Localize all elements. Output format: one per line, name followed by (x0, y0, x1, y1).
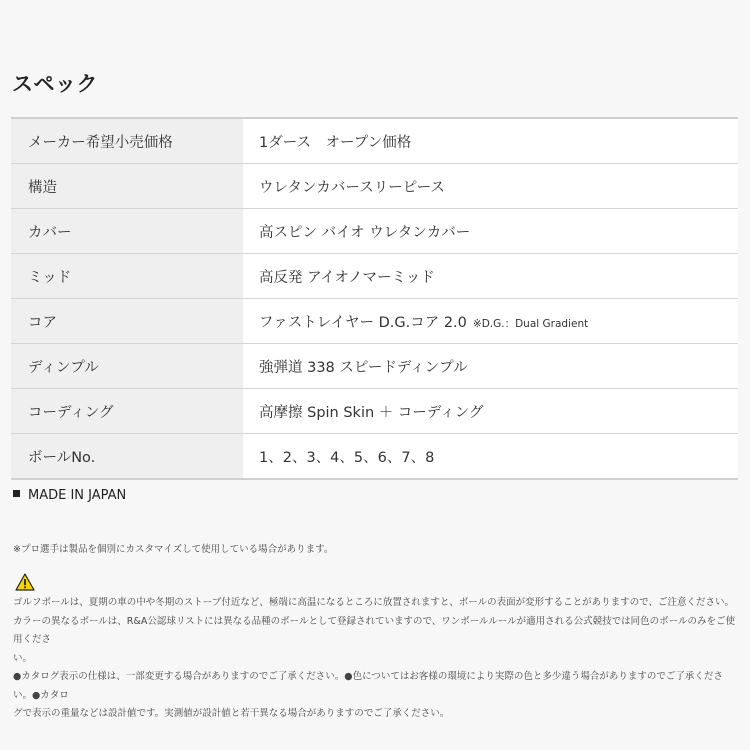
spec-row-core (11, 299, 738, 344)
spec-label: ミッド (11, 254, 243, 299)
caution-line: い。 (13, 652, 33, 664)
spec-label: メーカー希望小売価格 (11, 118, 243, 164)
spec-value (243, 254, 738, 299)
spec-row-ball-number (11, 434, 738, 480)
spec-label: 構造 (11, 164, 243, 209)
spec-row-price (11, 118, 738, 164)
caution-line: カラーの異なるボールは、R&A公認球リストには異なる品種のボールとして登録されていますので、ワンボールルールが適用される公式競技では同色のボールのみをご使用くださ (13, 615, 735, 645)
spec-value (243, 299, 738, 344)
spec-value-text: 1、2、3、4、5、6、7、8 (259, 449, 435, 466)
spec-label: コーディング (11, 389, 243, 434)
spec-value-text: 高反発 アイオノマーミッド (259, 269, 435, 286)
made-in-text: MADE IN JAPAN (28, 488, 127, 503)
spec-row-mid (11, 254, 738, 299)
spec-value-text: ファストレイヤー D.G.コア 2.0 (259, 314, 467, 331)
spec-row-coating (11, 389, 738, 434)
spec-row-dimple (11, 344, 738, 389)
spec-label: カバー (11, 209, 243, 254)
spec-value (243, 344, 738, 389)
spec-value (243, 209, 738, 254)
square-bullet-icon (13, 490, 20, 497)
spec-value (243, 434, 738, 480)
spec-value-text: 高摩擦 Spin Skin ＋ コーディング (259, 404, 484, 421)
caution-line: ゴルフボールは、夏期の車の中や冬期のストーブ付近など、極端に高温になるところに放置されますと、ボールの表面が変形することがありますので、ご注意ください。 (13, 597, 734, 608)
caution-notes (13, 594, 739, 724)
spec-value (243, 118, 738, 164)
spec-table (11, 117, 738, 480)
spec-value-note: ※D.G.：Dual Gradient (472, 317, 589, 330)
made-in-label (13, 488, 126, 503)
spec-value-text: 強弾道 338 スピードディンプル (259, 359, 468, 376)
pro-player-note: ※プロ選手は製品を個別にカスタマイズして使用している場合があります。 (13, 544, 334, 555)
spec-row-structure (11, 164, 738, 209)
spec-label: ボールNo. (11, 434, 243, 480)
spec-value (243, 164, 738, 209)
warning-triangle-icon (15, 573, 35, 591)
spec-value-text: ウレタンカバースリーピース (259, 179, 445, 196)
spec-row-cover (11, 209, 738, 254)
caution-line: ●カタログ表示の仕様は、一部変更する場合がありますのでご了承ください。●色についてはお客様の環境により実際の色と多少違う場合がありますのでご了承ください。●カタロ (13, 671, 723, 701)
spec-value (243, 389, 738, 434)
section-title: スペック (12, 72, 98, 96)
spec-label: コア (11, 299, 243, 344)
spec-value-text: 高スピン バイオ ウレタンカバー (259, 224, 471, 241)
spec-label: ディンプル (11, 344, 243, 389)
caution-line: グで表示の重量などは設計値です。実測値が設計値と若干異なる場合がありますのでご了承ください。 (13, 708, 450, 719)
spec-value-text: 1ダース オープン価格 (259, 134, 412, 151)
